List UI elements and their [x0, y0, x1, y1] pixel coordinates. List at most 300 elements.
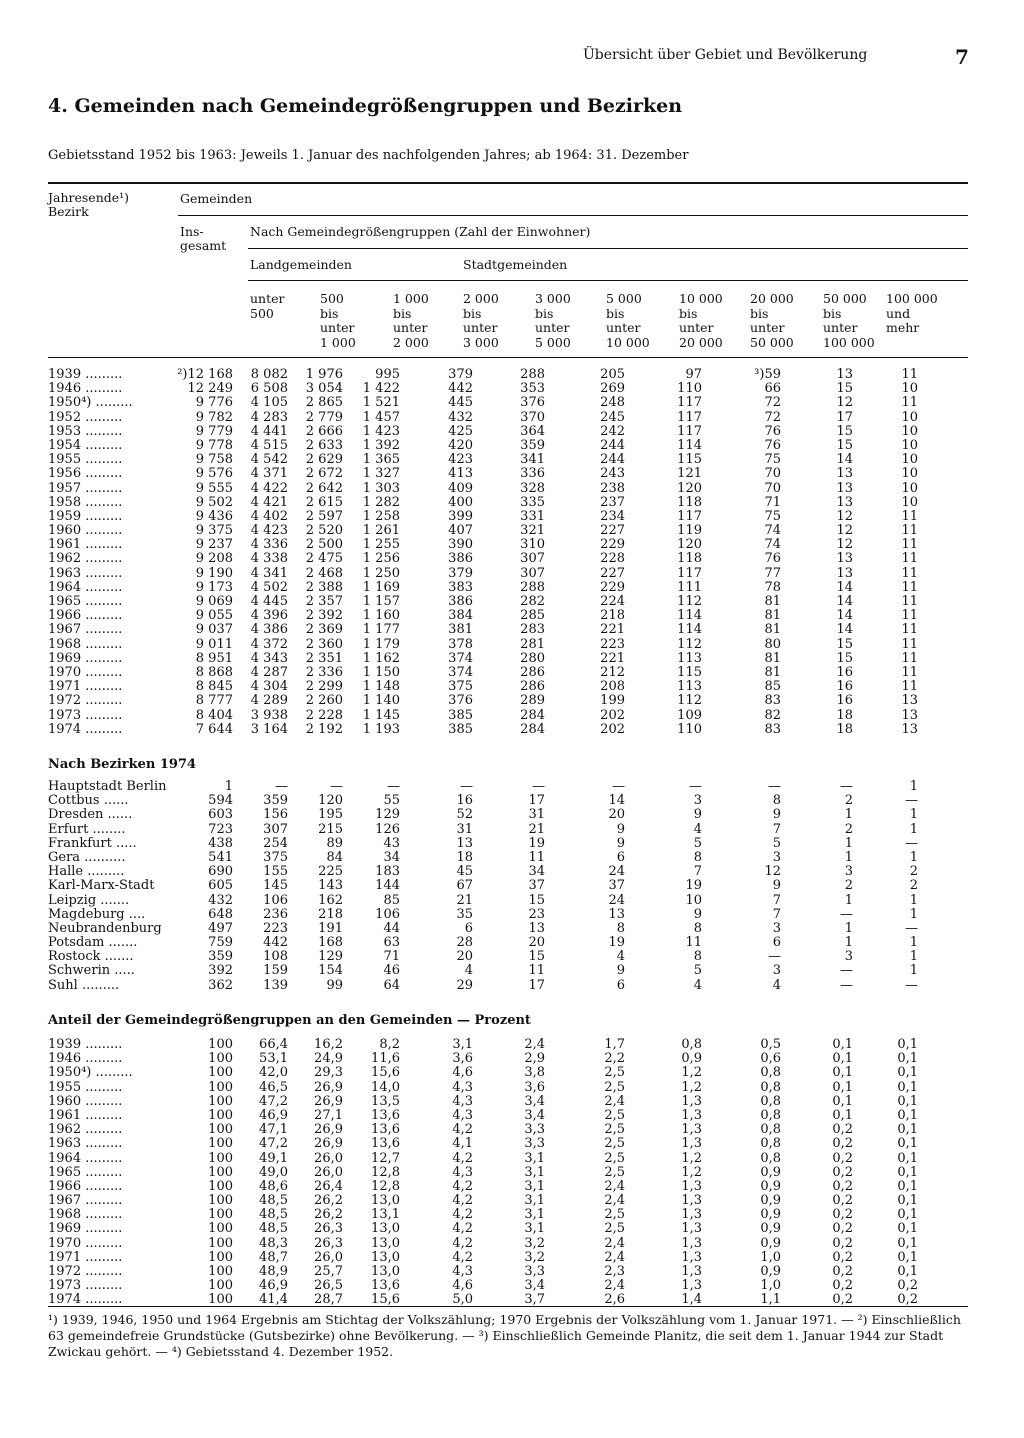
cell: — — [330, 779, 343, 794]
cell: 4 — [616, 949, 625, 965]
column-header-3-line-2: bis — [393, 305, 412, 321]
cell: 2 — [844, 821, 853, 837]
cell: 16 — [456, 793, 473, 809]
cell: 0,1 — [897, 1093, 918, 1109]
column-header-8-line-3: unter — [750, 320, 785, 335]
row-label: 1946 ......... — [48, 1052, 123, 1067]
bezirk-row — [48, 837, 968, 851]
cell: 112 — [677, 594, 702, 609]
cell: 11 — [901, 679, 918, 695]
cell: 221 — [600, 622, 625, 638]
cell: 18 — [836, 721, 853, 737]
cell: 17 — [528, 793, 545, 809]
year-row — [48, 567, 968, 581]
cell: 215 — [318, 821, 343, 837]
cell: 383 — [448, 579, 473, 595]
cell: 0,1 — [897, 1178, 918, 1194]
cell: 13,0 — [371, 1235, 400, 1251]
cell: 2,4 — [604, 1249, 625, 1265]
row-label: 1963 ......... — [48, 1137, 123, 1152]
cell: ³)59 — [754, 367, 781, 382]
cell: 9 190 — [195, 565, 233, 581]
cell: 413 — [448, 466, 473, 482]
column-header-4-line-3: unter — [463, 320, 498, 335]
row-label: 1962 ......... — [48, 552, 123, 567]
cell: 15 — [528, 892, 545, 908]
cell: 2 336 — [305, 664, 343, 680]
cell: 26,0 — [314, 1164, 343, 1180]
cell: 42,0 — [259, 1065, 288, 1081]
cell: 26,3 — [314, 1235, 343, 1251]
cell: 11 — [528, 963, 545, 979]
cell: 100 — [208, 1235, 233, 1251]
cell: 0,2 — [832, 1193, 853, 1209]
cell: 11 — [901, 508, 918, 524]
cell: 3,4 — [524, 1093, 545, 1109]
cell: 4,2 — [452, 1207, 473, 1223]
cell: 3,8 — [524, 1065, 545, 1081]
cell: 0,2 — [832, 1136, 853, 1152]
cell: 66 — [764, 381, 781, 397]
cell: 4 289 — [250, 693, 288, 709]
cell: 7 — [772, 892, 781, 908]
cell: 81 — [764, 622, 781, 638]
cell: 6 — [464, 920, 473, 936]
row-label: 1963 ......... — [48, 566, 123, 581]
cell: 9 173 — [195, 579, 233, 595]
cell: 1 261 — [362, 523, 400, 539]
cell: 8 951 — [195, 650, 233, 666]
bezirk-row — [48, 879, 968, 893]
cell: 1 145 — [362, 707, 400, 723]
cell: 3,3 — [524, 1136, 545, 1152]
cell: 310 — [520, 537, 545, 553]
cell: 0,1 — [897, 1079, 918, 1095]
cell: 1 — [844, 920, 853, 936]
cell: 117 — [677, 409, 702, 425]
header-rule-landstadt — [248, 280, 968, 281]
cell: 359 — [208, 949, 233, 965]
cell: 76 — [764, 423, 781, 439]
cell: — — [768, 949, 781, 965]
cell: 10 — [901, 381, 918, 397]
row-label: 1971 ......... — [48, 1250, 123, 1265]
column-header-8-line-2: bis — [750, 305, 769, 321]
cell: 2,5 — [604, 1136, 625, 1152]
cell: 2 666 — [305, 423, 343, 439]
cell: 375 — [263, 849, 288, 865]
column-header-9-line-2: bis — [823, 305, 842, 321]
row-label: Karl-Marx-Stadt — [48, 879, 155, 894]
cell: 13 — [901, 721, 918, 737]
cell: — — [689, 779, 702, 794]
cell: 4,6 — [452, 1278, 473, 1294]
cell: — — [905, 793, 918, 809]
cell: 9 — [693, 906, 702, 922]
cell: 0,1 — [897, 1249, 918, 1265]
row-label: 1971 ......... — [48, 680, 123, 695]
year-row — [48, 439, 968, 453]
cell: 2 392 — [305, 608, 343, 624]
cell: 2 779 — [305, 409, 343, 425]
column-header-9-line-3: unter — [823, 320, 858, 335]
cell: 0,9 — [760, 1178, 781, 1194]
column-header-1-line-1: unter — [250, 291, 285, 306]
cell: 114 — [677, 622, 702, 638]
cell: 0,1 — [897, 1037, 918, 1052]
cell: 3 — [772, 920, 781, 936]
cell: 159 — [263, 963, 288, 979]
cell: 1 521 — [362, 395, 400, 411]
row-label: Erfurt ........ — [48, 822, 126, 837]
percent-row — [48, 1123, 968, 1137]
cell: — — [460, 779, 473, 794]
cell: 7 — [693, 864, 702, 880]
cell: 29 — [456, 977, 473, 993]
cell: 1,3 — [681, 1221, 702, 1237]
cell: 13 — [608, 906, 625, 922]
cell: 11 — [528, 849, 545, 865]
cell: 2,5 — [604, 1107, 625, 1123]
cell: 0,6 — [760, 1051, 781, 1067]
cell: 227 — [600, 523, 625, 539]
cell: 3,1 — [524, 1178, 545, 1194]
cell: 3 — [844, 864, 853, 880]
cell: 24 — [608, 864, 625, 880]
row-label: 1957 ......... — [48, 481, 123, 496]
cell: 0,2 — [897, 1292, 918, 1308]
cell: 284 — [520, 707, 545, 723]
cell: 64 — [383, 977, 400, 993]
cell: 97 — [685, 367, 702, 382]
cell: 1 255 — [362, 537, 400, 553]
row-label: 1955 ......... — [48, 1080, 123, 1095]
cell: 18 — [836, 707, 853, 723]
bezirk-row — [48, 922, 968, 936]
cell: 442 — [263, 935, 288, 951]
cell: 117 — [677, 565, 702, 581]
cell: 1 — [909, 849, 918, 865]
cell: 11 — [901, 650, 918, 666]
cell: 5 — [693, 835, 702, 851]
cell: 1 — [909, 821, 918, 837]
cell: 81 — [764, 608, 781, 624]
cell: 100 — [208, 1150, 233, 1166]
cell: 31 — [528, 807, 545, 823]
cell: 7 — [772, 906, 781, 922]
cell: 8 — [693, 920, 702, 936]
year-row — [48, 482, 968, 496]
column-header-5-line-2: bis — [535, 305, 554, 321]
cell: 199 — [600, 693, 625, 709]
cell: 1 — [844, 935, 853, 951]
bezirk-row — [48, 979, 968, 993]
cell: 15,6 — [371, 1292, 400, 1308]
cell: 4 372 — [250, 636, 288, 652]
footnotes: ¹) 1939, 1946, 1950 und 1964 Ergebnis am Stichtag der Volkszählung; 1970 Ergebnis der Volkszählung vom 1. Januar 1971. — ²) Einschließlich 63 gemeindefreie Grundstücke (Gutsbezirke) ohne Bevölkerung. — ³) Einschließlich Gemeinde Planitz, die seit dem 1. Januar 1944 zur Stadt Zwickau gehört. — ⁴) Gebietsstand 4. Dezember 1952. — [48, 1312, 961, 1359]
column-header-7-line-3: unter — [679, 320, 714, 335]
cell: 120 — [677, 537, 702, 553]
row-label: 1967 ......... — [48, 623, 123, 638]
cell: 15,6 — [371, 1065, 400, 1081]
cell: 10 — [901, 409, 918, 425]
column-header-5-line-1: 3 000 — [535, 291, 571, 306]
cell: 1,3 — [681, 1193, 702, 1209]
cell: 23 — [528, 906, 545, 922]
bezirk-row — [48, 894, 968, 908]
cell: 0,2 — [832, 1122, 853, 1138]
cell: 26,9 — [314, 1136, 343, 1152]
stadtgemeinden-header: Stadtgemeinden — [463, 257, 568, 272]
cell: — — [840, 906, 853, 922]
cell: 376 — [448, 693, 473, 709]
cell: 12 — [836, 523, 853, 539]
cell: 2,3 — [604, 1264, 625, 1279]
column-header-2-line-1: 500 — [320, 291, 344, 306]
column-header-5-line-4: 5 000 — [535, 334, 571, 350]
row-label: 1972 ......... — [48, 694, 123, 709]
cell: 0,9 — [760, 1235, 781, 1251]
cell: — — [275, 779, 288, 794]
row-label: 1950⁴) ......... — [48, 1066, 133, 1081]
cell: 2 597 — [305, 508, 343, 524]
cell: 191 — [318, 920, 343, 936]
cell: 286 — [520, 679, 545, 695]
cell: 14 — [836, 452, 853, 468]
column-header-7-line-2: bis — [679, 305, 698, 321]
cell: 2,5 — [604, 1065, 625, 1081]
cell: 2,4 — [604, 1193, 625, 1209]
cell: 13,0 — [371, 1249, 400, 1265]
row-label: 1970 ......... — [48, 1236, 123, 1251]
cell: 0,9 — [760, 1207, 781, 1223]
cell: 4,3 — [452, 1093, 473, 1109]
header-rule-groessen — [248, 248, 968, 249]
cell: 378 — [448, 636, 473, 652]
cell: 106 — [263, 892, 288, 908]
cell: 85 — [764, 679, 781, 695]
cell: 2 642 — [305, 480, 343, 496]
cell: 115 — [677, 664, 702, 680]
anteil-table — [48, 1038, 968, 1308]
cell: 0,1 — [897, 1264, 918, 1279]
row-label: 1958 ......... — [48, 495, 123, 510]
cell: 2,4 — [604, 1093, 625, 1109]
cell: 10 — [685, 892, 702, 908]
cell: 26,9 — [314, 1093, 343, 1109]
cell: 289 — [520, 693, 545, 709]
column-header-2-line-4: 1 000 — [320, 334, 356, 350]
cell: 2,5 — [604, 1221, 625, 1237]
cell: 1 282 — [362, 494, 400, 510]
year-row — [48, 496, 968, 510]
cell: 4 371 — [250, 466, 288, 482]
cell: 375 — [448, 679, 473, 695]
cell: 1 157 — [362, 594, 400, 609]
cell: 11 — [901, 622, 918, 638]
cell: 100 — [208, 1037, 233, 1052]
cell: 2 357 — [305, 594, 343, 609]
cell: 143 — [318, 878, 343, 894]
cell: 370 — [520, 409, 545, 425]
cell: 1 — [909, 963, 918, 979]
cell: 0,1 — [832, 1107, 853, 1123]
cell: 100 — [208, 1079, 233, 1095]
cell: 13,0 — [371, 1264, 400, 1279]
cell: 0,1 — [897, 1136, 918, 1152]
cell: 1 — [224, 779, 233, 794]
cell: 71 — [383, 949, 400, 965]
cell: 13 — [528, 920, 545, 936]
year-row — [48, 623, 968, 637]
cell: 48,3 — [259, 1235, 288, 1251]
cell: 9 502 — [195, 494, 233, 510]
cell: 47,2 — [259, 1093, 288, 1109]
cell: 4 386 — [250, 622, 288, 638]
cell: 281 — [520, 636, 545, 652]
cell: 74 — [764, 523, 781, 539]
cell: 202 — [600, 721, 625, 737]
cell: 2,4 — [604, 1235, 625, 1251]
cell: 4 105 — [250, 395, 288, 411]
cell: 723 — [208, 821, 233, 837]
cell: 2 615 — [305, 494, 343, 510]
cell: 109 — [677, 707, 702, 723]
cell: 100 — [208, 1065, 233, 1081]
cell: 9 — [772, 807, 781, 823]
cell: 3,4 — [524, 1278, 545, 1294]
cell: 0,1 — [897, 1207, 918, 1223]
column-header-9-line-1: 50 000 — [823, 291, 867, 306]
cell: 9 055 — [195, 608, 233, 624]
table-subtitle: Gebietsstand 1952 bis 1963: Jeweils 1. Januar des nachfolgenden Jahres; ab 1964: 31. Dezember — [48, 148, 689, 163]
row-label: 1968 ......... — [48, 637, 123, 652]
cell: 0,1 — [897, 1235, 918, 1251]
cell: 9 — [616, 963, 625, 979]
cell: 14 — [836, 608, 853, 624]
column-header-7-line-4: 20 000 — [679, 334, 723, 350]
cell: 34 — [383, 849, 400, 865]
cell: — — [905, 920, 918, 936]
cell: 2,5 — [604, 1207, 625, 1223]
cell: 1,2 — [681, 1150, 702, 1166]
cell: 26,2 — [314, 1207, 343, 1223]
cell: 385 — [448, 721, 473, 737]
row-label: 1974 ......... — [48, 722, 123, 737]
percent-row — [48, 1052, 968, 1066]
cell: 8 868 — [195, 664, 233, 680]
row-label: 1950⁴) ......... — [48, 396, 133, 411]
column-header-6-line-4: 10 000 — [606, 334, 650, 350]
row-label: Dresden ...... — [48, 808, 133, 823]
row-label: 1959 ......... — [48, 509, 123, 524]
cell: 4 — [693, 821, 702, 837]
cell: 20 — [608, 807, 625, 823]
cell: 13 — [836, 551, 853, 567]
cell: 12,8 — [371, 1164, 400, 1180]
cell: 115 — [677, 452, 702, 468]
cell: 75 — [764, 508, 781, 524]
cell: 0,1 — [832, 1065, 853, 1081]
row-label: 1952 ......... — [48, 410, 123, 425]
cell: 44 — [383, 920, 400, 936]
cell: 9 — [616, 821, 625, 837]
cell: 0,9 — [760, 1193, 781, 1209]
cell: 3 054 — [305, 381, 343, 397]
cell: 1,3 — [681, 1264, 702, 1279]
cell: 11 — [901, 664, 918, 680]
cell: 75 — [764, 452, 781, 468]
cell: 0,2 — [832, 1178, 853, 1194]
cell: 1 — [909, 807, 918, 823]
cell: 120 — [318, 793, 343, 809]
bezirk-row — [48, 908, 968, 922]
cell: 46,9 — [259, 1107, 288, 1123]
cell: 7 — [772, 821, 781, 837]
cell: 100 — [208, 1249, 233, 1265]
cell: 2 192 — [305, 721, 343, 737]
cell: 4,1 — [452, 1136, 473, 1152]
cell: 399 — [448, 508, 473, 524]
cell: 13,0 — [371, 1221, 400, 1237]
cell: 376 — [520, 395, 545, 411]
cell: 9 208 — [195, 551, 233, 567]
cell: 0,2 — [832, 1150, 853, 1166]
cell: 100 — [208, 1136, 233, 1152]
cell: 254 — [263, 835, 288, 851]
cell: 99 — [326, 977, 343, 993]
cell: 111 — [677, 579, 702, 595]
header-top-rule — [48, 182, 968, 184]
cell: 11 — [901, 579, 918, 595]
cell: 0,8 — [760, 1122, 781, 1138]
cell: 2 865 — [305, 395, 343, 411]
cell: 335 — [520, 494, 545, 510]
cell: 13,6 — [371, 1136, 400, 1152]
column-header-2-line-2: bis — [320, 305, 339, 321]
cell: 66,4 — [259, 1037, 288, 1052]
cell: 18 — [456, 849, 473, 865]
cell: 9 069 — [195, 594, 233, 609]
row-label: 1939 ......... — [48, 368, 123, 382]
cell: 218 — [600, 608, 625, 624]
cell: 0,1 — [897, 1107, 918, 1123]
cell: 7 644 — [195, 721, 233, 737]
cell: 13 — [836, 466, 853, 482]
cell: 129 — [318, 949, 343, 965]
table-title: 4. Gemeinden nach Gemeindegrößengruppen und Bezirken — [48, 95, 683, 117]
cell: 110 — [677, 381, 702, 397]
cell: 14 — [608, 793, 625, 809]
cell: 400 — [448, 494, 473, 510]
cell: 26,3 — [314, 1221, 343, 1237]
cell: 24 — [608, 892, 625, 908]
bezirke-heading: Nach Bezirken 1974 — [48, 757, 197, 772]
percent-row — [48, 1137, 968, 1151]
cell: 1 — [909, 949, 918, 965]
cell: 46 — [383, 963, 400, 979]
year-row — [48, 666, 968, 680]
cell: 2 500 — [305, 537, 343, 553]
cell: — — [840, 977, 853, 993]
cell: 14,0 — [371, 1079, 400, 1095]
cell: 8 777 — [195, 693, 233, 709]
row-label: 1946 ......... — [48, 382, 123, 397]
cell: 155 — [263, 864, 288, 880]
cell: 48,5 — [259, 1221, 288, 1237]
cell: 202 — [600, 707, 625, 723]
cell: 8,2 — [379, 1037, 400, 1052]
